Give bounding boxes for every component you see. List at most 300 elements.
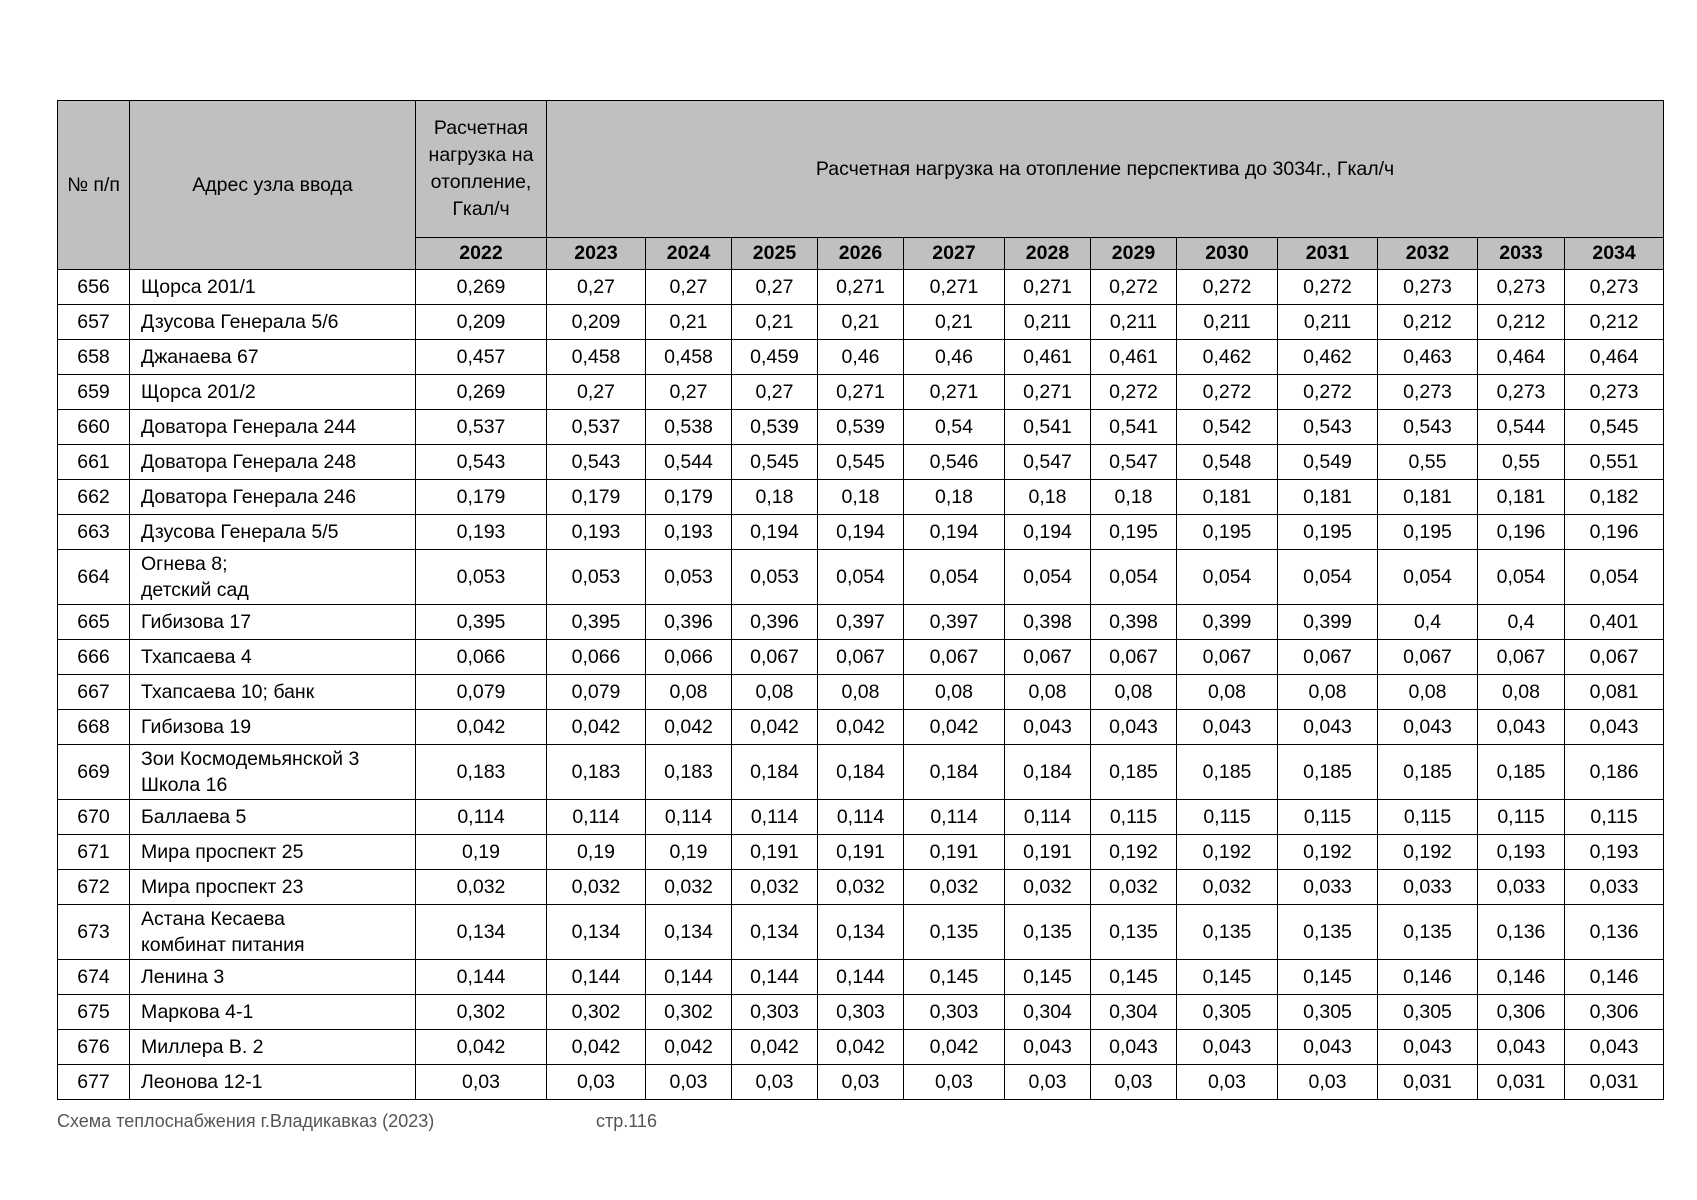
row-year-load: 0,21 <box>904 305 1005 340</box>
row-year-load: 0,066 <box>646 640 732 675</box>
row-year-load: 0,539 <box>818 410 904 445</box>
row-year-load: 0,179 <box>547 480 646 515</box>
row-year-load: 0,271 <box>1005 375 1091 410</box>
table-row <box>58 640 1664 675</box>
row-year-load: 0,212 <box>1478 305 1565 340</box>
row-year-load: 0,043 <box>1278 1030 1378 1065</box>
row-address: Огнева 8; детский сад <box>130 550 416 605</box>
row-year-load: 0,185 <box>1378 745 1478 800</box>
row-year-load: 0,463 <box>1378 340 1478 375</box>
row-year-load: 0,03 <box>1005 1065 1091 1100</box>
row-year-load: 0,114 <box>1005 800 1091 835</box>
row-address: Джанаева 67 <box>130 340 416 375</box>
row-year-load: 0,03 <box>1177 1065 1278 1100</box>
row-year-load: 0,08 <box>646 675 732 710</box>
row-year-load: 0,032 <box>1091 870 1177 905</box>
row-year-load: 0,549 <box>1278 445 1378 480</box>
row-year-load: 0,144 <box>818 960 904 995</box>
row-base-load: 0,053 <box>416 550 547 605</box>
row-number: 677 <box>58 1065 130 1100</box>
row-address: Щорса 201/1 <box>130 270 416 305</box>
row-year-load: 0,271 <box>904 270 1005 305</box>
row-year-load: 0,042 <box>646 1030 732 1065</box>
row-year-load: 0,399 <box>1177 605 1278 640</box>
table-row <box>58 675 1664 710</box>
row-year-load: 0,543 <box>547 445 646 480</box>
row-year-load: 0,181 <box>1478 480 1565 515</box>
row-year-load: 0,08 <box>1091 675 1177 710</box>
heat-load-table <box>57 100 1664 1100</box>
row-year-load: 0,185 <box>1177 745 1278 800</box>
row-base-load: 0,302 <box>416 995 547 1030</box>
row-year-load: 0,067 <box>904 640 1005 675</box>
header-year: 2024 <box>646 238 732 270</box>
row-year-load: 0,55 <box>1478 445 1565 480</box>
row-number: 666 <box>58 640 130 675</box>
row-year-load: 0,114 <box>904 800 1005 835</box>
row-year-load: 0,043 <box>1091 1030 1177 1065</box>
row-year-load: 0,186 <box>1565 745 1664 800</box>
row-year-load: 0,547 <box>1005 445 1091 480</box>
row-year-load: 0,054 <box>1565 550 1664 605</box>
row-base-load: 0,03 <box>416 1065 547 1100</box>
row-year-load: 0,271 <box>904 375 1005 410</box>
row-year-load: 0,397 <box>818 605 904 640</box>
row-year-load: 0,21 <box>732 305 818 340</box>
table-row <box>58 870 1664 905</box>
row-number: 658 <box>58 340 130 375</box>
row-year-load: 0,27 <box>547 375 646 410</box>
row-year-load: 0,185 <box>1478 745 1565 800</box>
row-year-load: 0,305 <box>1378 995 1478 1030</box>
row-year-load: 0,181 <box>1278 480 1378 515</box>
row-year-load: 0,08 <box>732 675 818 710</box>
header-year: 2029 <box>1091 238 1177 270</box>
row-year-load: 0,191 <box>818 835 904 870</box>
header-num: № п/п <box>58 101 130 270</box>
row-year-load: 0,136 <box>1478 905 1565 960</box>
row-year-load: 0,03 <box>1278 1065 1378 1100</box>
row-year-load: 0,541 <box>1091 410 1177 445</box>
row-year-load: 0,114 <box>547 800 646 835</box>
row-year-load: 0,306 <box>1478 995 1565 1030</box>
row-year-load: 0,031 <box>1565 1065 1664 1100</box>
row-year-load: 0,18 <box>904 480 1005 515</box>
row-year-load: 0,27 <box>646 270 732 305</box>
row-year-load: 0,192 <box>1278 835 1378 870</box>
row-base-load: 0,079 <box>416 675 547 710</box>
row-address: Тхапсаева 4 <box>130 640 416 675</box>
row-year-load: 0,08 <box>1177 675 1278 710</box>
row-year-load: 0,396 <box>646 605 732 640</box>
row-year-load: 0,042 <box>904 1030 1005 1065</box>
row-address: Мира проспект 25 <box>130 835 416 870</box>
row-year-load: 0,399 <box>1278 605 1378 640</box>
row-year-load: 0,08 <box>1278 675 1378 710</box>
row-year-load: 0,398 <box>1091 605 1177 640</box>
row-year-load: 0,302 <box>547 995 646 1030</box>
row-year-load: 0,544 <box>646 445 732 480</box>
header-base-year: 2022 <box>416 238 547 270</box>
row-base-load: 0,144 <box>416 960 547 995</box>
row-address: Ленина 3 <box>130 960 416 995</box>
row-base-load: 0,457 <box>416 340 547 375</box>
row-number: 676 <box>58 1030 130 1065</box>
row-number: 667 <box>58 675 130 710</box>
row-year-load: 0,271 <box>1005 270 1091 305</box>
row-year-load: 0,08 <box>818 675 904 710</box>
row-year-load: 0,543 <box>1278 410 1378 445</box>
row-address: Щорса 201/2 <box>130 375 416 410</box>
header-year: 2030 <box>1177 238 1278 270</box>
row-year-load: 0,544 <box>1478 410 1565 445</box>
row-year-load: 0,03 <box>732 1065 818 1100</box>
row-year-load: 0,08 <box>1005 675 1091 710</box>
row-year-load: 0,053 <box>547 550 646 605</box>
row-year-load: 0,18 <box>732 480 818 515</box>
row-year-load: 0,272 <box>1278 270 1378 305</box>
row-year-load: 0,145 <box>1005 960 1091 995</box>
header-base-load: Расчетная нагрузка на отопление, Гкал/ч <box>416 101 547 238</box>
row-year-load: 0,03 <box>547 1065 646 1100</box>
row-year-load: 0,054 <box>1177 550 1278 605</box>
row-year-load: 0,115 <box>1478 800 1565 835</box>
row-year-load: 0,135 <box>1177 905 1278 960</box>
row-year-load: 0,27 <box>732 270 818 305</box>
row-number: 673 <box>58 905 130 960</box>
row-year-load: 0,194 <box>1005 515 1091 550</box>
row-year-load: 0,134 <box>818 905 904 960</box>
row-year-load: 0,042 <box>646 710 732 745</box>
row-year-load: 0,211 <box>1005 305 1091 340</box>
header-year: 2031 <box>1278 238 1378 270</box>
row-year-load: 0,545 <box>1565 410 1664 445</box>
row-base-load: 0,269 <box>416 375 547 410</box>
row-year-load: 0,053 <box>732 550 818 605</box>
row-year-load: 0,136 <box>1565 905 1664 960</box>
table-row <box>58 745 1664 800</box>
row-year-load: 0,271 <box>818 270 904 305</box>
row-year-load: 0,043 <box>1177 710 1278 745</box>
row-year-load: 0,306 <box>1565 995 1664 1030</box>
row-number: 661 <box>58 445 130 480</box>
table-row <box>58 905 1664 960</box>
row-year-load: 0,08 <box>904 675 1005 710</box>
row-year-load: 0,194 <box>904 515 1005 550</box>
row-year-load: 0,192 <box>1177 835 1278 870</box>
row-number: 656 <box>58 270 130 305</box>
row-year-load: 0,145 <box>1177 960 1278 995</box>
row-address: Доватора Генерала 244 <box>130 410 416 445</box>
row-year-load: 0,395 <box>547 605 646 640</box>
row-year-load: 0,193 <box>1478 835 1565 870</box>
row-year-load: 0,033 <box>1378 870 1478 905</box>
row-year-load: 0,135 <box>904 905 1005 960</box>
row-year-load: 0,043 <box>1565 710 1664 745</box>
row-year-load: 0,191 <box>1005 835 1091 870</box>
row-year-load: 0,146 <box>1378 960 1478 995</box>
row-number: 660 <box>58 410 130 445</box>
row-year-load: 0,043 <box>1478 1030 1565 1065</box>
header-perspective: Расчетная нагрузка на отопление перспектива до 3034г., Гкал/ч <box>547 101 1664 238</box>
row-number: 671 <box>58 835 130 870</box>
row-year-load: 0,145 <box>904 960 1005 995</box>
row-year-load: 0,042 <box>732 710 818 745</box>
row-year-load: 0,042 <box>547 710 646 745</box>
table-row <box>58 960 1664 995</box>
row-year-load: 0,115 <box>1177 800 1278 835</box>
row-year-load: 0,043 <box>1091 710 1177 745</box>
row-year-load: 0,135 <box>1091 905 1177 960</box>
row-year-load: 0,115 <box>1278 800 1378 835</box>
row-year-load: 0,195 <box>1378 515 1478 550</box>
row-year-load: 0,185 <box>1091 745 1177 800</box>
row-year-load: 0,21 <box>646 305 732 340</box>
row-year-load: 0,211 <box>1091 305 1177 340</box>
row-year-load: 0,067 <box>732 640 818 675</box>
row-year-load: 0,183 <box>646 745 732 800</box>
row-year-load: 0,144 <box>547 960 646 995</box>
row-number: 668 <box>58 710 130 745</box>
row-year-load: 0,195 <box>1177 515 1278 550</box>
row-year-load: 0,272 <box>1091 270 1177 305</box>
row-year-load: 0,03 <box>818 1065 904 1100</box>
row-year-load: 0,054 <box>904 550 1005 605</box>
row-year-load: 0,4 <box>1378 605 1478 640</box>
row-year-load: 0,397 <box>904 605 1005 640</box>
row-year-load: 0,272 <box>1091 375 1177 410</box>
row-year-load: 0,27 <box>646 375 732 410</box>
row-year-load: 0,043 <box>1278 710 1378 745</box>
row-year-load: 0,271 <box>818 375 904 410</box>
row-year-load: 0,305 <box>1177 995 1278 1030</box>
row-address: Доватора Генерала 248 <box>130 445 416 480</box>
row-number: 659 <box>58 375 130 410</box>
row-base-load: 0,114 <box>416 800 547 835</box>
table-row <box>58 550 1664 605</box>
row-year-load: 0,304 <box>1091 995 1177 1030</box>
row-year-load: 0,054 <box>1278 550 1378 605</box>
row-year-load: 0,054 <box>1478 550 1565 605</box>
table-row <box>58 445 1664 480</box>
row-year-load: 0,195 <box>1091 515 1177 550</box>
row-year-load: 0,192 <box>1091 835 1177 870</box>
row-year-load: 0,067 <box>818 640 904 675</box>
row-year-load: 0,212 <box>1565 305 1664 340</box>
row-base-load: 0,193 <box>416 515 547 550</box>
row-year-load: 0,194 <box>818 515 904 550</box>
row-number: 664 <box>58 550 130 605</box>
row-year-load: 0,033 <box>1478 870 1565 905</box>
row-year-load: 0,195 <box>1278 515 1378 550</box>
row-year-load: 0,303 <box>732 995 818 1030</box>
row-address: Астана Кесаева комбинат питания <box>130 905 416 960</box>
row-year-load: 0,18 <box>818 480 904 515</box>
row-year-load: 0,08 <box>1378 675 1478 710</box>
table-row <box>58 410 1664 445</box>
row-year-load: 0,134 <box>547 905 646 960</box>
row-base-load: 0,183 <box>416 745 547 800</box>
header-year: 2034 <box>1565 238 1664 270</box>
row-address: Доватора Генерала 246 <box>130 480 416 515</box>
row-year-load: 0,042 <box>547 1030 646 1065</box>
row-year-load: 0,537 <box>547 410 646 445</box>
row-year-load: 0,192 <box>1378 835 1478 870</box>
row-year-load: 0,55 <box>1378 445 1478 480</box>
row-year-load: 0,18 <box>1091 480 1177 515</box>
row-year-load: 0,273 <box>1565 270 1664 305</box>
row-year-load: 0,042 <box>732 1030 818 1065</box>
row-year-load: 0,545 <box>732 445 818 480</box>
table-row <box>58 1065 1664 1100</box>
row-year-load: 0,542 <box>1177 410 1278 445</box>
row-year-load: 0,079 <box>547 675 646 710</box>
row-year-load: 0,193 <box>646 515 732 550</box>
row-year-load: 0,081 <box>1565 675 1664 710</box>
row-year-load: 0,184 <box>732 745 818 800</box>
table-row <box>58 515 1664 550</box>
row-base-load: 0,032 <box>416 870 547 905</box>
row-year-load: 0,194 <box>732 515 818 550</box>
row-year-load: 0,115 <box>1091 800 1177 835</box>
table-row <box>58 800 1664 835</box>
row-year-load: 0,541 <box>1005 410 1091 445</box>
row-year-load: 0,302 <box>646 995 732 1030</box>
row-year-load: 0,067 <box>1378 640 1478 675</box>
row-base-load: 0,543 <box>416 445 547 480</box>
table-row <box>58 605 1664 640</box>
row-year-load: 0,042 <box>818 710 904 745</box>
row-year-load: 0,46 <box>904 340 1005 375</box>
row-year-load: 0,211 <box>1278 305 1378 340</box>
row-base-load: 0,179 <box>416 480 547 515</box>
row-year-load: 0,462 <box>1278 340 1378 375</box>
row-year-load: 0,545 <box>818 445 904 480</box>
header-year: 2032 <box>1378 238 1478 270</box>
row-year-load: 0,067 <box>1565 640 1664 675</box>
row-base-load: 0,209 <box>416 305 547 340</box>
row-year-load: 0,303 <box>818 995 904 1030</box>
header-year: 2028 <box>1005 238 1091 270</box>
header-year: 2026 <box>818 238 904 270</box>
row-year-load: 0,042 <box>818 1030 904 1065</box>
header-address: Адрес узла ввода <box>130 101 416 270</box>
row-year-load: 0,114 <box>818 800 904 835</box>
row-year-load: 0,459 <box>732 340 818 375</box>
table-row <box>58 270 1664 305</box>
row-year-load: 0,146 <box>1478 960 1565 995</box>
row-year-load: 0,043 <box>1005 710 1091 745</box>
row-year-load: 0,032 <box>818 870 904 905</box>
row-year-load: 0,043 <box>1177 1030 1278 1065</box>
table-row <box>58 480 1664 515</box>
row-year-load: 0,032 <box>1177 870 1278 905</box>
row-year-load: 0,115 <box>1565 800 1664 835</box>
row-number: 669 <box>58 745 130 800</box>
row-year-load: 0,144 <box>732 960 818 995</box>
row-year-load: 0,551 <box>1565 445 1664 480</box>
row-year-load: 0,272 <box>1177 270 1278 305</box>
row-year-load: 0,211 <box>1177 305 1278 340</box>
table-row <box>58 340 1664 375</box>
row-address: Миллера В. 2 <box>130 1030 416 1065</box>
row-year-load: 0,184 <box>818 745 904 800</box>
row-base-load: 0,042 <box>416 710 547 745</box>
row-base-load: 0,269 <box>416 270 547 305</box>
table-row <box>58 995 1664 1030</box>
row-year-load: 0,18 <box>1005 480 1091 515</box>
row-year-load: 0,135 <box>1278 905 1378 960</box>
row-year-load: 0,114 <box>646 800 732 835</box>
header-year: 2033 <box>1478 238 1565 270</box>
row-year-load: 0,054 <box>818 550 904 605</box>
row-year-load: 0,183 <box>547 745 646 800</box>
row-number: 674 <box>58 960 130 995</box>
row-year-load: 0,273 <box>1478 375 1565 410</box>
row-year-load: 0,191 <box>732 835 818 870</box>
row-year-load: 0,03 <box>646 1065 732 1100</box>
table-row <box>58 710 1664 745</box>
row-year-load: 0,033 <box>1565 870 1664 905</box>
row-year-load: 0,145 <box>1091 960 1177 995</box>
row-year-load: 0,212 <box>1378 305 1478 340</box>
row-base-load: 0,537 <box>416 410 547 445</box>
row-address: Мира проспект 23 <box>130 870 416 905</box>
row-year-load: 0,272 <box>1278 375 1378 410</box>
row-year-load: 0,03 <box>904 1065 1005 1100</box>
row-year-load: 0,08 <box>1478 675 1565 710</box>
row-year-load: 0,464 <box>1565 340 1664 375</box>
row-year-load: 0,272 <box>1177 375 1278 410</box>
row-number: 657 <box>58 305 130 340</box>
row-year-load: 0,461 <box>1005 340 1091 375</box>
row-year-load: 0,401 <box>1565 605 1664 640</box>
row-year-load: 0,196 <box>1478 515 1565 550</box>
row-base-load: 0,395 <box>416 605 547 640</box>
row-base-load: 0,066 <box>416 640 547 675</box>
row-year-load: 0,185 <box>1278 745 1378 800</box>
row-year-load: 0,398 <box>1005 605 1091 640</box>
table-row <box>58 305 1664 340</box>
row-year-load: 0,546 <box>904 445 1005 480</box>
row-year-load: 0,19 <box>547 835 646 870</box>
row-address: Зои Космодемьянской 3 Школа 16 <box>130 745 416 800</box>
row-year-load: 0,209 <box>547 305 646 340</box>
header-year: 2027 <box>904 238 1005 270</box>
header-year: 2023 <box>547 238 646 270</box>
row-year-load: 0,27 <box>732 375 818 410</box>
row-address: Леонова 12-1 <box>130 1065 416 1100</box>
row-number: 662 <box>58 480 130 515</box>
row-year-load: 0,461 <box>1091 340 1177 375</box>
row-year-load: 0,21 <box>818 305 904 340</box>
row-year-load: 0,066 <box>547 640 646 675</box>
row-base-load: 0,042 <box>416 1030 547 1065</box>
row-year-load: 0,03 <box>1091 1065 1177 1100</box>
row-year-load: 0,067 <box>1177 640 1278 675</box>
row-year-load: 0,043 <box>1478 710 1565 745</box>
footer-document-title: Схема теплоснабжения г.Владикавказ (2023) <box>57 1111 435 1131</box>
row-year-load: 0,054 <box>1005 550 1091 605</box>
row-year-load: 0,115 <box>1378 800 1478 835</box>
row-year-load: 0,134 <box>732 905 818 960</box>
row-year-load: 0,181 <box>1378 480 1478 515</box>
row-year-load: 0,135 <box>1005 905 1091 960</box>
row-year-load: 0,067 <box>1478 640 1565 675</box>
row-year-load: 0,547 <box>1091 445 1177 480</box>
row-year-load: 0,043 <box>1005 1030 1091 1065</box>
row-year-load: 0,543 <box>1378 410 1478 445</box>
